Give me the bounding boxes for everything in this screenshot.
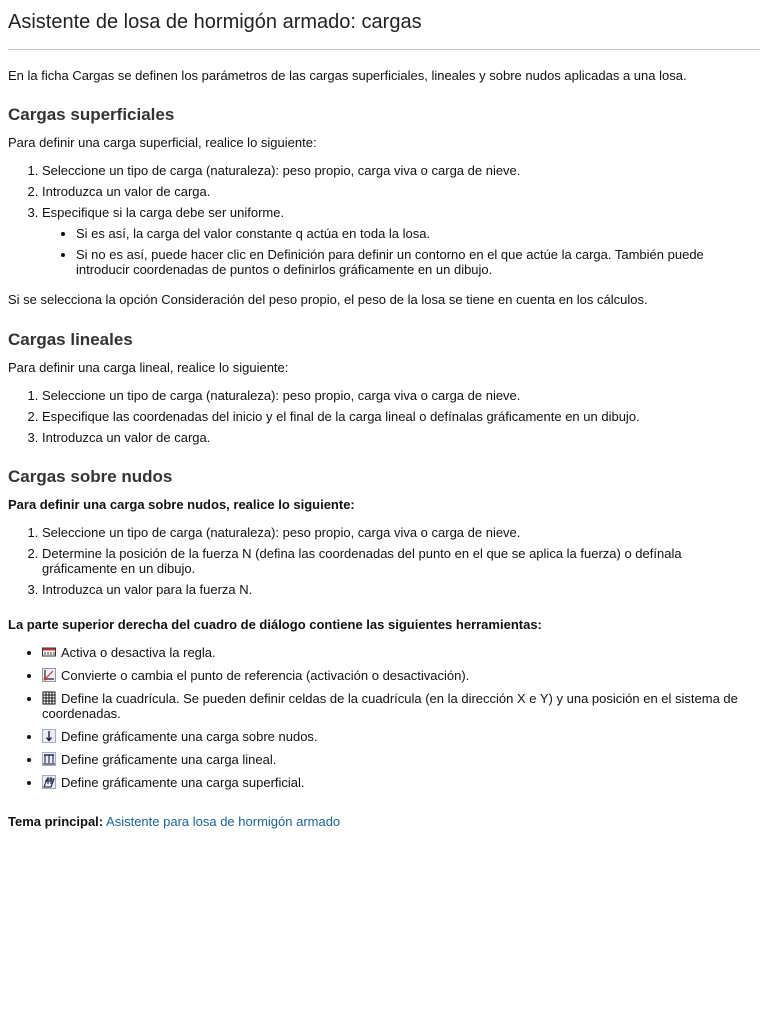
nodal-lead: Para definir una carga sobre nudos, realice lo siguiente: <box>8 497 355 512</box>
list-item: • Si no es así, puede hacer clic en Definición para definir un contorno en el que actúe la carga. También puede introducir coordenadas de puntos o definirlos gráficamente en un dibujo. <box>76 247 760 277</box>
surface-steps <box>8 163 760 277</box>
list-item: 2. Introduzca un valor de carga. <box>42 184 760 199</box>
tools-lead: La parte superior derecha del cuadro de diálogo contiene las siguientes herramientas: <box>8 617 542 632</box>
linear-load-icon <box>42 752 56 766</box>
list-item <box>42 645 760 660</box>
list-item: 3. Introduzca un valor de carga. <box>42 430 760 445</box>
surface-substeps <box>42 226 760 277</box>
ruler-icon <box>42 645 56 659</box>
nodal-steps <box>8 525 760 597</box>
list-item <box>42 205 760 277</box>
reference-point-icon <box>42 668 56 682</box>
list-item <box>42 729 760 744</box>
title-divider <box>8 49 760 50</box>
parent-topic-label: Tema principal: <box>8 814 104 829</box>
nodal-heading: Cargas sobre nudos <box>8 467 173 486</box>
list-item <box>42 668 760 683</box>
step-text: Especifique si la carga debe ser uniforme. <box>42 205 285 220</box>
list-item: 1. Seleccione un tipo de carga (naturaleza): peso propio, carga viva o carga de nieve. <box>42 163 760 178</box>
surface-note: Si se selecciona la opción Consideración del peso propio, el peso de la losa se tiene en cuenta en los cálculos. <box>8 292 648 307</box>
surface-load-icon <box>42 775 56 789</box>
list-item <box>42 752 760 767</box>
tool-text: Define la cuadrícula. Se pueden definir celdas de la cuadrícula (en la dirección X e Y) y una posición en el sistema de coordenadas. <box>42 691 738 721</box>
list-item: 2. Especifique las coordenadas del inicio y el final de la carga lineal o defínalas gráficamente en un dibujo. <box>42 409 760 424</box>
list-item <box>42 691 760 721</box>
surface-heading: Cargas superficiales <box>8 105 175 124</box>
tool-text: Define gráficamente una carga sobre nudos. <box>61 729 318 744</box>
parent-topic <box>8 814 760 830</box>
intro-text: En la ficha Cargas se definen los parámetros de las cargas superficiales, lineales y sobre nudos aplicadas a una losa. <box>8 68 687 83</box>
tools-list <box>8 645 760 790</box>
nodal-load-icon <box>42 729 56 743</box>
linear-heading: Cargas lineales <box>8 330 133 349</box>
tool-text: Define gráficamente una carga lineal. <box>61 752 277 767</box>
linear-steps <box>8 388 760 445</box>
tool-text: Convierte o cambia el punto de referencia (activación o desactivación). <box>61 668 470 683</box>
tool-text: Activa o desactiva la regla. <box>61 645 216 660</box>
grid-icon <box>42 691 56 705</box>
list-item: 1. Seleccione un tipo de carga (naturaleza): peso propio, carga viva o carga de nieve. <box>42 388 760 403</box>
surface-lead: Para definir una carga superficial, realice lo siguiente: <box>8 135 317 150</box>
list-item: • Si es así, la carga del valor constante q actúa en toda la losa. <box>76 226 760 241</box>
page-title: Asistente de losa de hormigón armado: cargas <box>8 11 422 33</box>
tool-text: Define gráficamente una carga superficial. <box>61 775 305 790</box>
list-item <box>42 775 760 790</box>
linear-lead: Para definir una carga lineal, realice lo siguiente: <box>8 360 289 375</box>
list-item: 1. Seleccione un tipo de carga (naturaleza): peso propio, carga viva o carga de nieve. <box>42 525 760 540</box>
list-item: 2. Determine la posición de la fuerza N (defina las coordenadas del punto en el que se aplica la fuerza) o defínala gráficamente en un dibujo. <box>42 546 760 576</box>
parent-topic-link[interactable]: Asistente para losa de hormigón armado <box>106 814 341 829</box>
list-item: 3. Introduzca un valor para la fuerza N. <box>42 582 760 597</box>
